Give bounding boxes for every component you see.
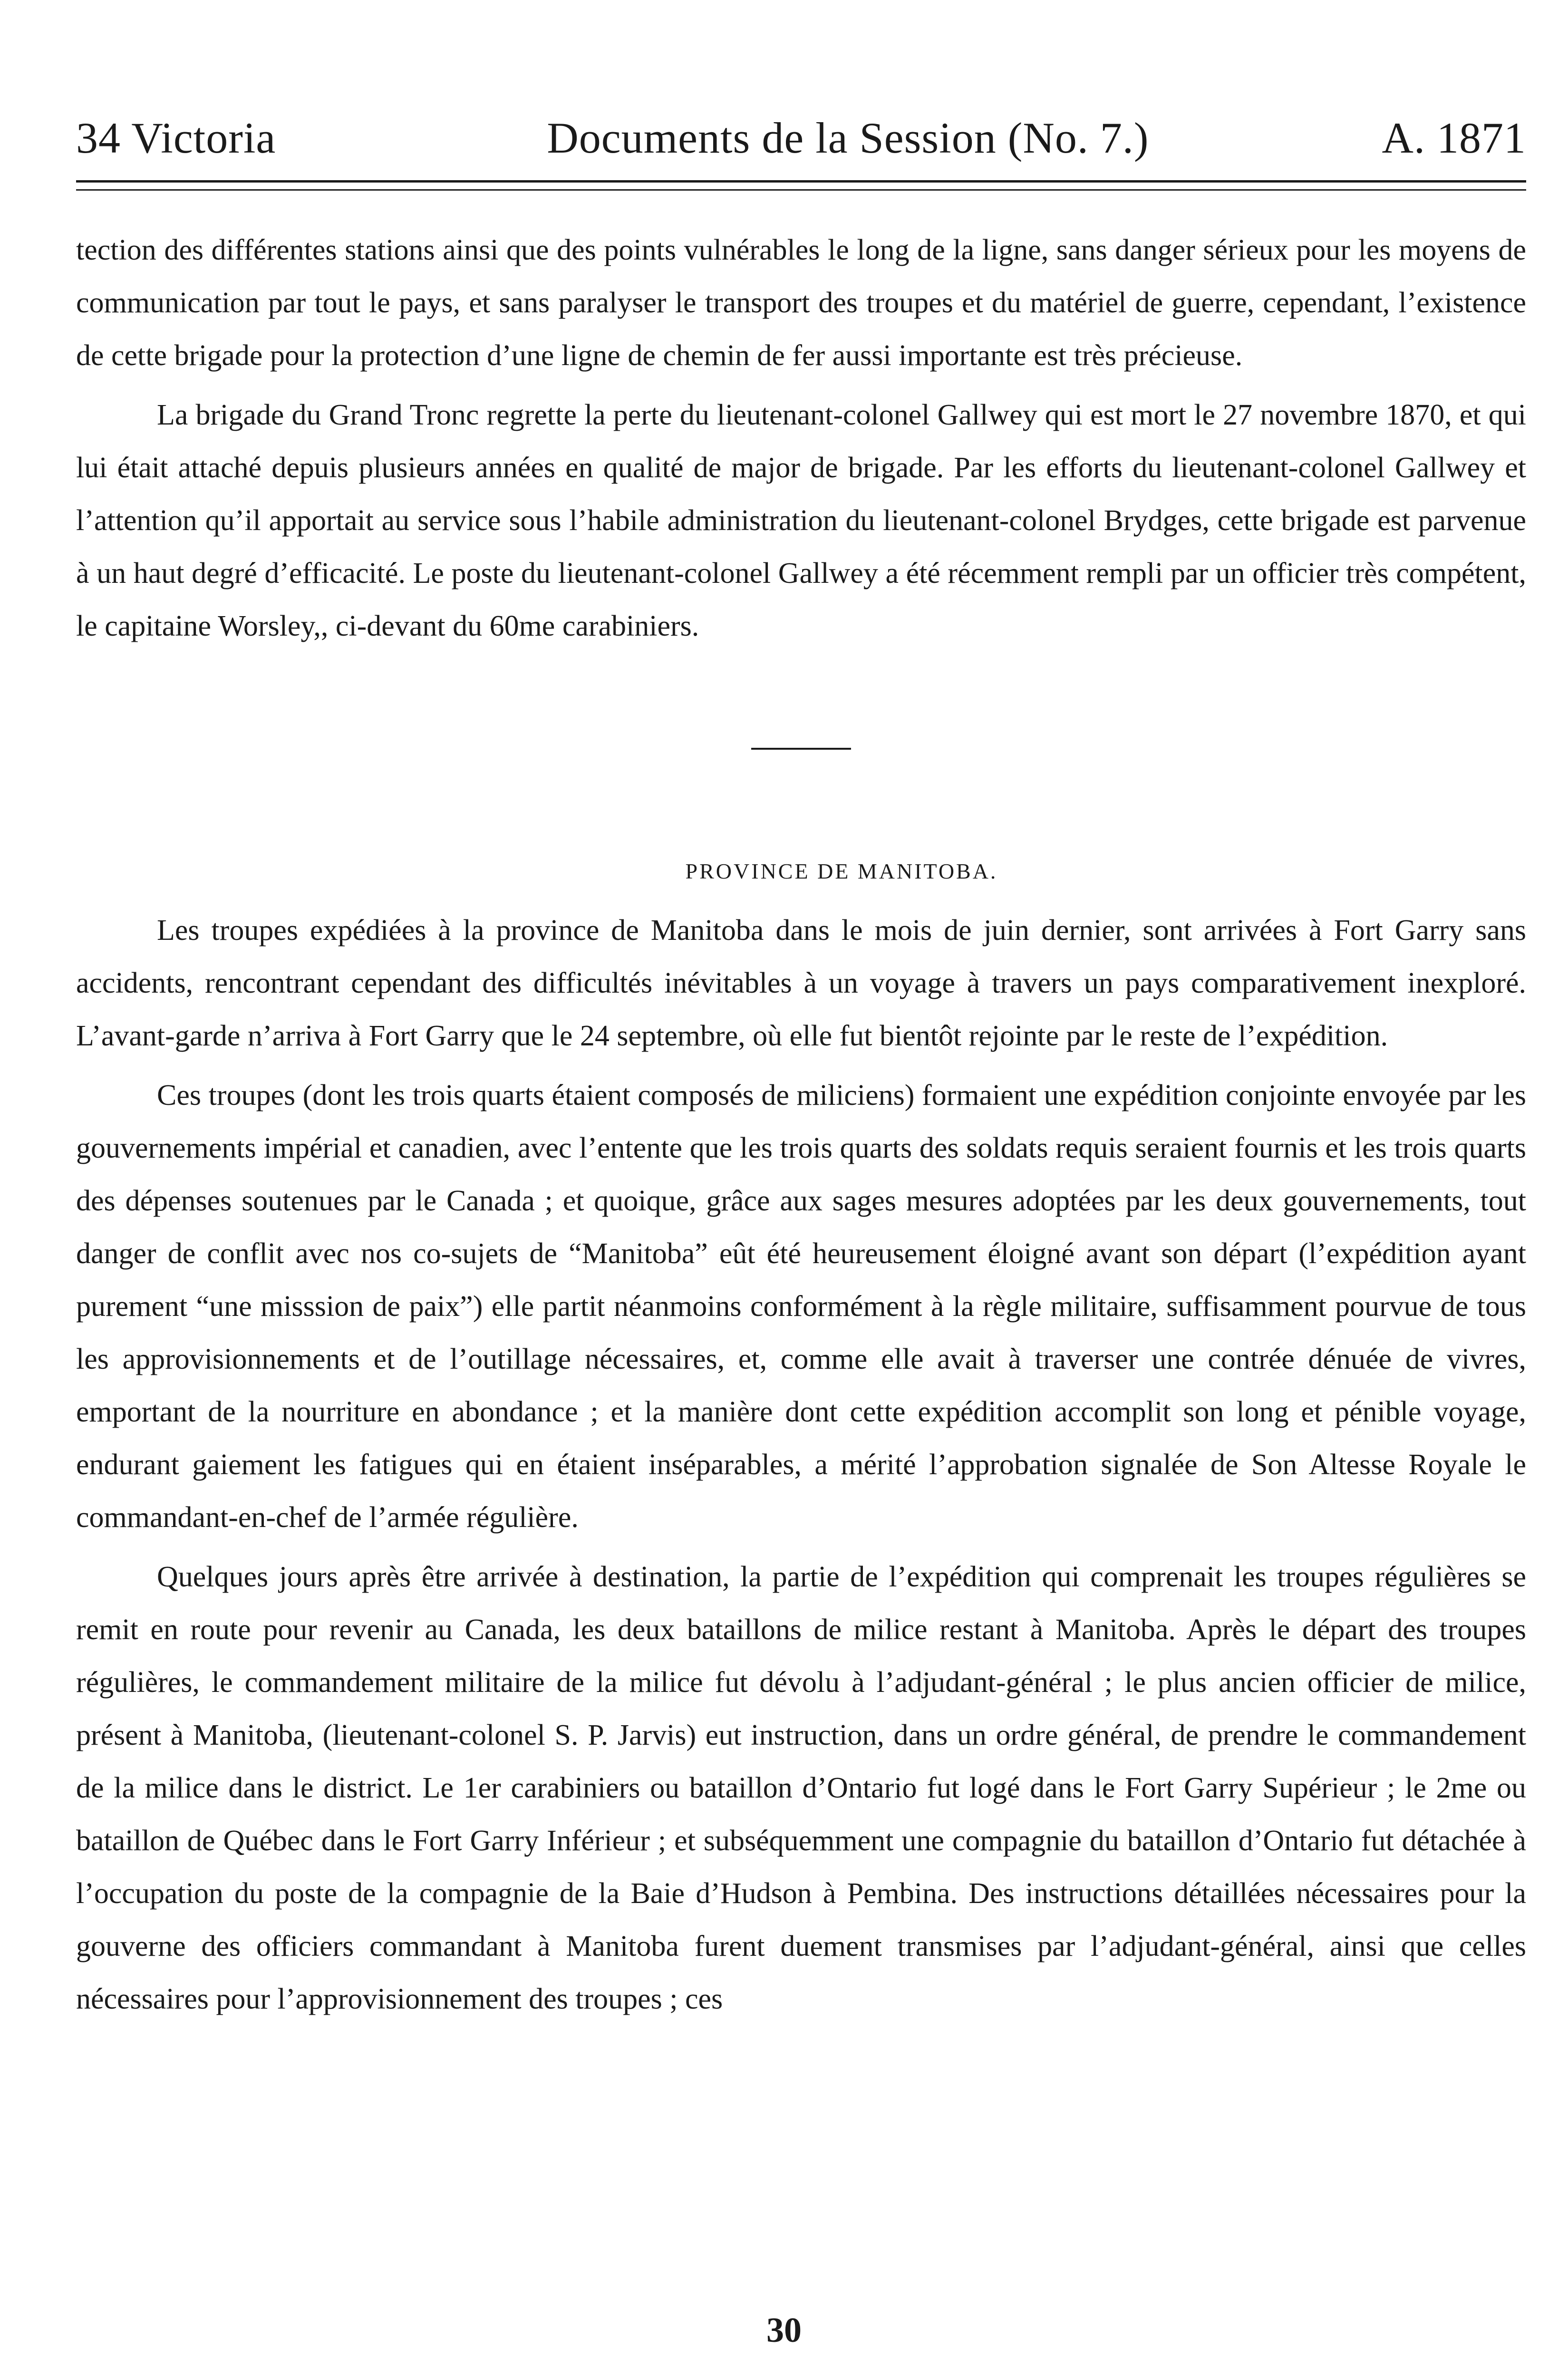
document-page <box>76 114 1526 2032</box>
header-rule-second <box>76 189 1526 191</box>
header-title: Documents de la Session (No. 7.) <box>547 114 1149 162</box>
paragraph: tection des différentes stations ainsi que des points vulnérables le long de la ligne, sans danger sérieux pour les moyens de communication par tout le pays, et sans paralyser le transport des troupes et du matériel de guerre, cependant, l’existence de cette brigade pour la protection d’une ligne de chemin de fer aussi importante est très précieuse. <box>76 234 1526 372</box>
header-rule <box>76 180 1526 183</box>
running-header <box>76 114 1526 162</box>
section-heading: PROVINCE DE MANITOBA. <box>685 859 998 884</box>
page-number: 30 <box>766 2311 802 2350</box>
header-year: A. 1871 <box>1382 114 1526 162</box>
body-text <box>76 224 1526 2026</box>
section-separator <box>751 748 851 750</box>
paragraph: La brigade du Grand Tronc regrette la perte du lieutenant-colonel Gallwey qui est mort le 27 novembre 1870, et qui lui était attaché depuis plusieurs années en qualité de major de brigade. Par les efforts du lieutenant-colonel Gallwey et l’attention qu’il apportait au service sous l’habile administration du lieutenant-colonel Brydges, cette brigade est parvenue à un haut degré d’efficacité. Le poste du lieutenant-colonel Gallwey a été récemment rempli par un officier très compétent, le capitaine Worsley,, ci-devant du 60me carabiniers. <box>76 399 1526 643</box>
paragraph: Quelques jours après être arrivée à destination, la partie de l’expédition qui comprenait les troupes régulières se remit en route pour revenir au Canada, les deux bataillons de milice restant à Manitoba. Après le départ des troupes régulières, le commandement militaire de la milice fut dévolu à l’adjudant-général ; le plus ancien officier de milice, présent à Manitoba, (lieutenant-colonel S. P. Jarvis) eut instruction, dans un ordre général, de prendre le commandement de la milice dans le district. Le 1er carabiniers ou bataillon d’Ontario fut logé dans le Fort Garry Supérieur ; le 2me ou bataillon de Québec dans le Fort Garry Inférieur ; et subséquemment une compagnie du bataillon d’Ontario fut détachée à l’occupation du poste de la compagnie de la Baie d’Hudson à Pembina. Des instructions détaillées nécessaires pour la gouverne des officiers commandant à Manitoba furent duement transmises par l’adjudant-général, ainsi que celles nécessaires pour l’approvisionnement des troupes ; ces <box>76 1561 1526 2016</box>
paragraph: Ces troupes (dont les trois quarts étaient composés de miliciens) formaient une expédition conjointe envoyée par les gouvernements impérial et canadien, avec l’entente que les trois quarts des soldats requis seraient fournis et les trois quarts des dépenses soutenues par le Canada ; et quoique, grâce aux sages mesures adoptées par les deux gouvernements, tout danger de conflit avec nos co-sujets de “Manitoba” eût été heureusement éloigné avant son départ (l’expédition ayant purement “une misssion de paix”) elle partit néanmoins conformément à la règle militaire, suffisamment pourvue de tous les approvisionnements et de l’outillage nécessaires, et, comme elle avait à traverser une contrée dénuée de vivres, emportant de la nourriture en abondance ; et la manière dont cette expédition accomplit son long et pénible voyage, endurant gaiement les fatigues qui en étaient inséparables, a mérité l’approbation signalée de Son Altesse Royale le commandant-en-chef de l’armée régulière. <box>76 1079 1526 1534</box>
paragraph: Les troupes expédiées à la province de Manitoba dans le mois de juin dernier, sont arrivées à Fort Garry sans accidents, rencontrant cependant des difficultés inévitables à un voyage à travers un pays comparativement inexploré. L’avant-garde n’arriva à Fort Garry que le 24 septembre, où elle fut bientôt rejointe par le reste de l’expédition. <box>76 914 1526 1053</box>
header-volume: 34 Victoria <box>76 114 276 162</box>
